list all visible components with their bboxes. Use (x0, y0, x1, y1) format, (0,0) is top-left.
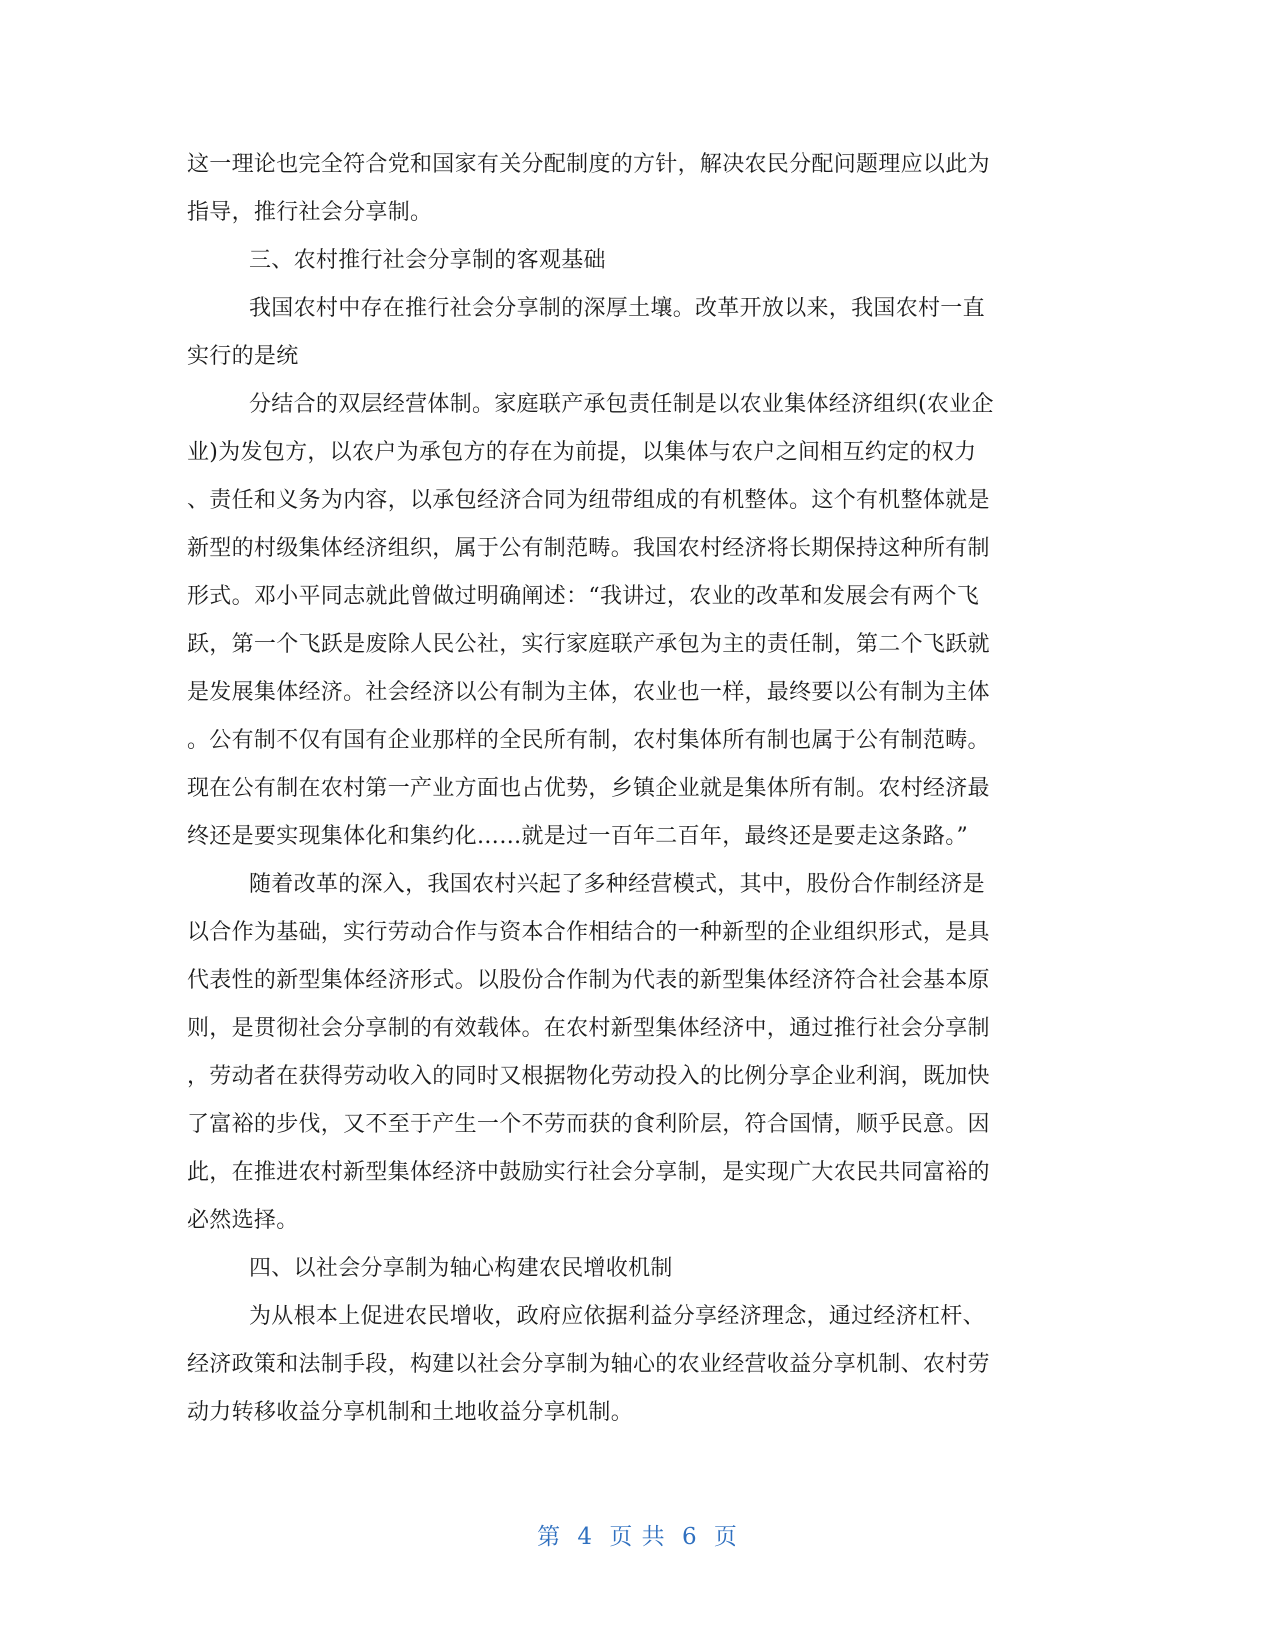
text-line: 是发展集体经济。社会经济以公有制为主体，农业也一样，最终要以公有制为主体 (187, 680, 990, 705)
text-line: 这一理论也完全符合党和国家有关分配制度的方针，解决农民分配问题理应以此为 (187, 152, 990, 177)
document-body (187, 141, 1087, 1437)
text-line: 业)为发包方，以农户为承包方的存在为前提，以集体与农户之间相互约定的权力 (187, 440, 977, 465)
text-line: 以合作为基础，实行劳动合作与资本合作相结合的一种新型的企业组织形式，是具 (187, 920, 990, 945)
footer-middle: 页 共 (609, 1524, 666, 1550)
text-line: 则，是贯彻社会分享制的有效载体。在农村新型集体经济中，通过推行社会分享制 (187, 1016, 990, 1041)
text-line: 经济政策和法制手段，构建以社会分享制为轴心的农业经营收益分享机制、农村劳 (187, 1352, 990, 1377)
text-line: 为从根本上促进农民增收，政府应依据利益分享经济理念，通过经济杠杆、 (249, 1304, 985, 1329)
text-line: 随着改革的深入，我国农村兴起了多种经营模式，其中，股份合作制经济是 (249, 872, 985, 897)
section-heading: 三、农村推行社会分享制的客观基础 (249, 248, 606, 273)
text-line: 跃，第一个飞跃是废除人民公社，实行家庭联产承包为主的责任制，第二个飞跃就 (187, 632, 990, 657)
text-line: 动力转移收益分享机制和土地收益分享机制。 (187, 1400, 634, 1425)
text-line: ，劳动者在获得劳动收入的同时又根据物化劳动投入的比例分享企业利润，既加快 (187, 1064, 990, 1089)
text-line: 此，在推进农村新型集体经济中鼓励实行社会分享制，是实现广大农民共同富裕的 (187, 1160, 990, 1185)
text-line: 代表性的新型集体经济形式。以股份合作制为代表的新型集体经济符合社会基本原 (187, 968, 990, 993)
text-line: 了富裕的步伐，又不至于产生一个不劳而获的食利阶层，符合国情，顺乎民意。因 (187, 1112, 990, 1137)
page-footer (0, 1518, 1275, 1551)
text-line: 分结合的双层经营体制。家庭联产承包责任制是以农业集体经济组织(农业企 (249, 392, 994, 417)
page-number: 4 (577, 1524, 594, 1550)
text-line: 终还是要实现集体化和集约化……就是过一百年二百年，最终还是要走这条路。” (187, 824, 969, 849)
text-line: 、责任和义务为内容，以承包经济合同为纽带组成的有机整体。这个有机整体就是 (187, 488, 990, 513)
section-heading: 四、以社会分享制为轴心构建农民增收机制 (249, 1256, 673, 1281)
text-line: 。公有制不仅有国有企业那样的全民所有制，农村集体所有制也属于公有制范畴。 (187, 728, 990, 753)
text-line: 形式。邓小平同志就此曾做过明确阐述：“我讲过，农业的改革和发展会有两个飞 (187, 584, 980, 609)
footer-prefix: 第 (537, 1524, 562, 1550)
text-line: 现在公有制在农村第一产业方面也占优势，乡镇企业就是集体所有制。农村经济最 (187, 776, 990, 801)
text-line: 必然选择。 (187, 1208, 299, 1233)
text-line: 我国农村中存在推行社会分享制的深厚土壤。改革开放以来，我国农村一直 (249, 296, 985, 321)
text-line: 实行的是统 (187, 344, 299, 369)
text-line: 新型的村级集体经济组织，属于公有制范畴。我国农村经济将长期保持这种所有制 (187, 536, 990, 561)
text-line: 指导，推行社会分享制。 (187, 200, 433, 225)
footer-suffix: 页 (713, 1524, 738, 1550)
total-pages: 6 (681, 1524, 698, 1550)
